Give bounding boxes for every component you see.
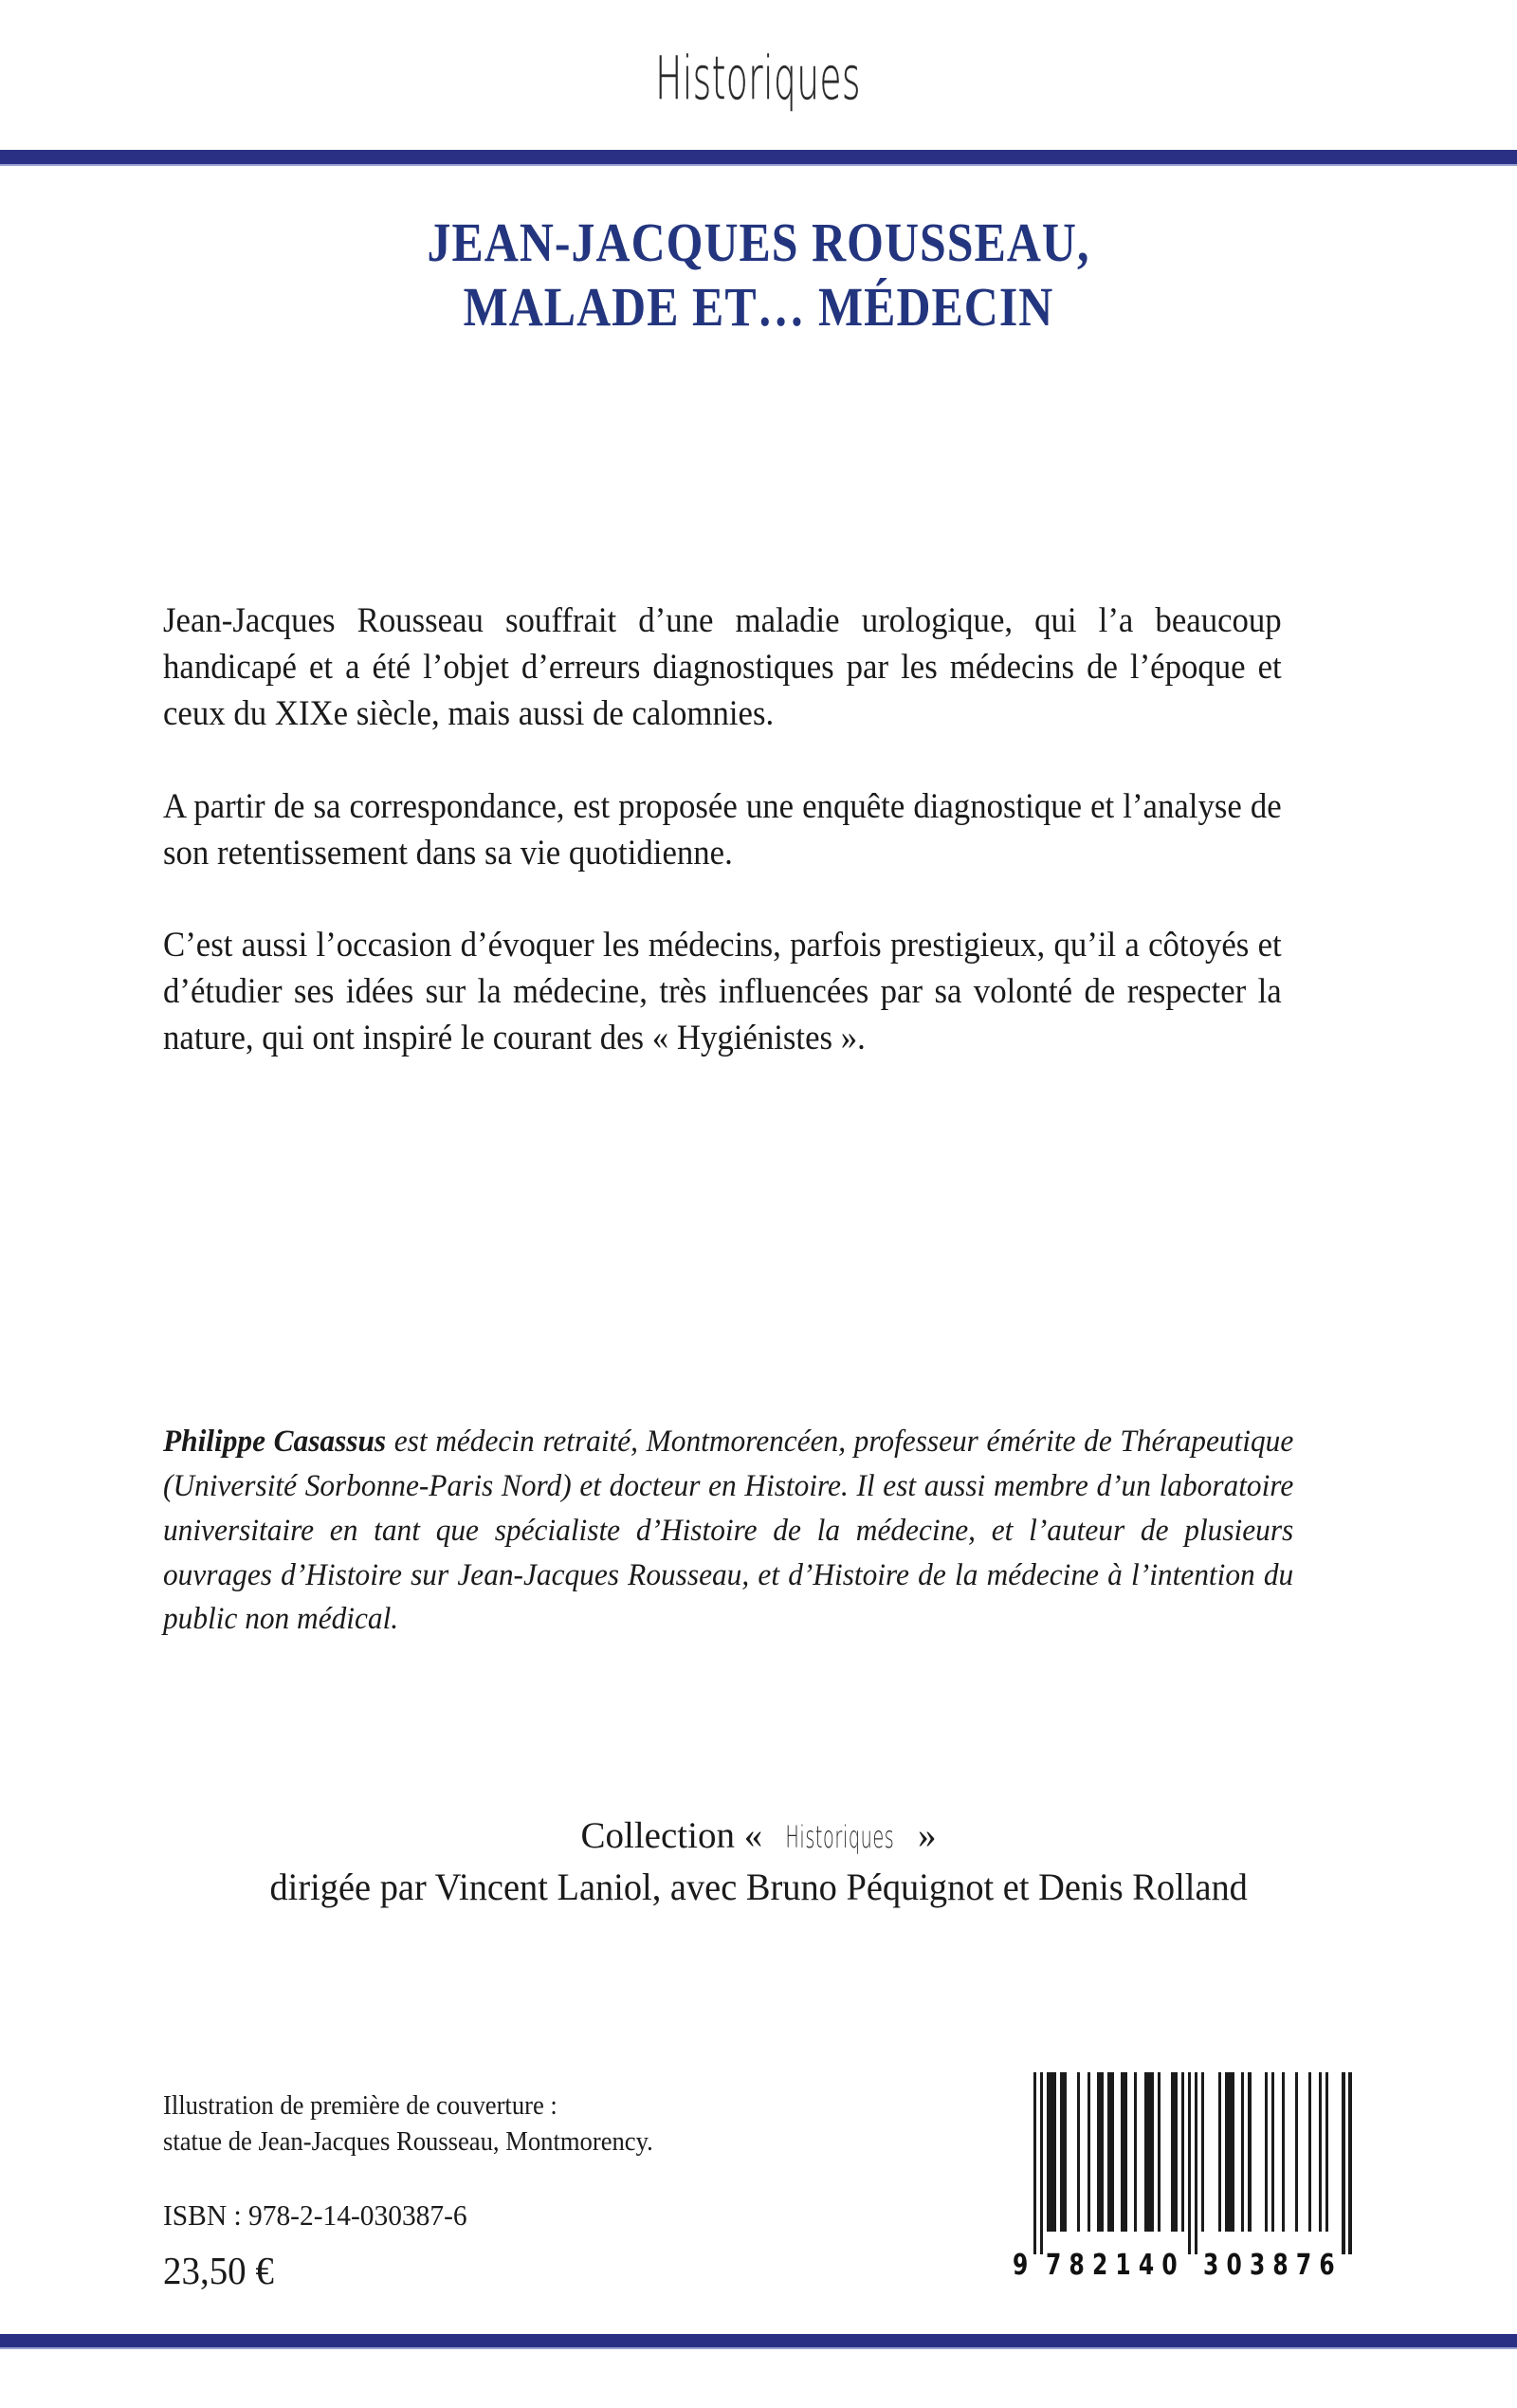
author-name: Philippe Casassus xyxy=(163,1425,387,1459)
isbn-text: ISBN : 978-2-14-030387-6 xyxy=(163,2198,467,2233)
collection-credits-line-1 xyxy=(0,1813,1517,1859)
bottom-blue-rule xyxy=(0,2334,1517,2347)
blurb-paragraph-3: C’est aussi l’occasion d’évoquer les médecins, parfois prestigieux, qu’il a côtoyés et d’étudier ses idées sur la médecine, très influencées par sa volonté de respecter la nature, qui ont inspiré le courant des « Hygiénistes ». xyxy=(163,926,1282,1058)
cover-illustration-credit-line-1: Illustration de première de couverture : xyxy=(163,2091,557,2121)
cover-illustration-credit-line-2: statue de Jean-Jacques Rousseau, Montmorency. xyxy=(163,2127,653,2158)
blurb-paragraph-1: Jean-Jacques Rousseau souffrait d’une maladie urologique, qui l’a beaucoup handicapé et a été l’objet d’erreurs diagnostiques par les médecins de l’époque et ceux du XIXe siècle, mais aussi de calomnies. xyxy=(163,601,1282,734)
barcode-digits: 9 782140 303876 xyxy=(1013,2249,1343,2282)
collection-logo-header xyxy=(0,44,1517,113)
book-title xyxy=(0,211,1517,340)
collection-logo-inline: Historiques xyxy=(785,1819,895,1855)
author-bio xyxy=(163,1420,1293,1642)
footer-info xyxy=(163,2088,827,2293)
ean13-barcode xyxy=(1013,2072,1354,2311)
book-title-line-1: JEAN-JACQUES ROUSSEAU, xyxy=(427,211,1090,273)
collection-label-suffix: » xyxy=(917,1815,937,1856)
bottom-blue-rule-hairline xyxy=(0,2347,1517,2349)
collection-credits xyxy=(0,1813,1517,1910)
top-blue-rule-hairline xyxy=(0,164,1517,166)
barcode-bars xyxy=(1033,2072,1352,2254)
cover-illustration-credit xyxy=(163,2088,794,2160)
blurb-section xyxy=(163,597,1353,1062)
book-title-line-2: MALADE ET… MÉDECIN xyxy=(463,276,1054,339)
top-blue-rule xyxy=(0,150,1517,164)
price-text: 23,50 € xyxy=(163,2249,274,2293)
collection-logo-text: Historiques xyxy=(655,44,862,113)
blurb-paragraph-2: A partir de sa correspondance, est proposée une enquête diagnostique et l’analyse de son retentissement dans sa vie quotidienne. xyxy=(163,786,1282,873)
author-bio-text: est médecin retraité, Montmorencéen, professeur émérite de Thérapeutique (Université Sorbonne-Paris Nord) et docteur en Histoire. Il est aussi membre d’un laboratoire universitaire en tant que spécialiste d’Histoire de la médecine, et l’auteur de plusieurs ouvrages d’Histoire sur Jean-Jacques Rousseau, et d’Histoire de la médecine à l’intention du public non médical. xyxy=(163,1425,1294,1637)
collection-directors: dirigée par Vincent Laniol, avec Bruno Péquignot et Denis Rolland xyxy=(269,1865,1248,1908)
collection-label-prefix: Collection « xyxy=(580,1815,763,1856)
